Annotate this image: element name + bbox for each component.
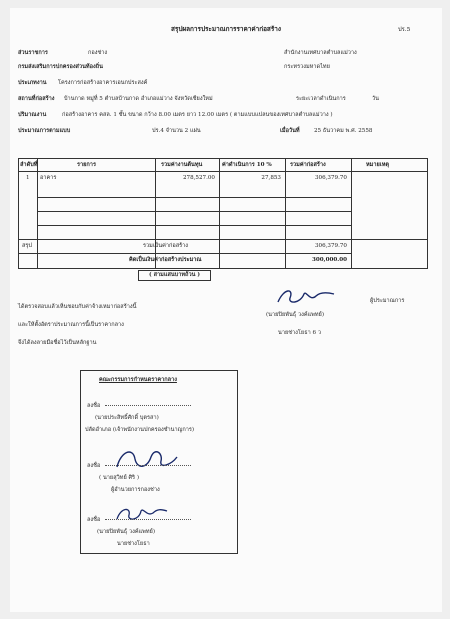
member3-name: (นายปิยพันธุ์ วงค์แพทย์) [97,529,156,535]
duration-unit: วัน [372,96,379,102]
member1-name: (นายประสิทธิ์ศักดิ์ บุตรสา) [95,415,159,421]
member1-sign-label: ลงชื่อ [87,403,101,409]
committee-box [80,370,238,554]
member1-title: ปลัดอำเภอ (เจ้าพนักงานปกครองชำนาญการ) [85,427,195,433]
header-factor: ค่าดำเนินการ 10 % [222,162,272,168]
round-value: 300,000.00 [311,257,347,263]
date-value: 25 ธันวาคม พ.ศ. 2558 [314,128,373,134]
estimate-value: ปร.4 จำนวน 2 แผ่น [152,128,201,134]
work-type-value: โครงการก่อสร้างอาคารเอนกประสงค์ [58,80,148,86]
location-label: สถานที่ก่อสร้าง [18,96,55,102]
quantity-value: ก่อสร้างอาคาร คสล. 1 ชั้น ขนาด กว้าง 8.00 เมตร ยาว 12.00 เมตร ( ตามแบบแปลนของเทศบาลตำบลแม่วาง ) [62,112,333,118]
committee-title: คณะกรรมการกำหนดราคากลาง [99,377,177,383]
estimator-title: นายช่างโยธา 6 ว [278,330,322,336]
header-total: รวมค่าก่อสร้าง [290,162,326,168]
approval-line-3: จึงได้ลงลายมือชื่อไว้เป็นหลักฐาน [18,340,97,346]
location-value: บ้านกาด หมู่ที่ 5 ตำบลบ้านกาด อำเภอแม่วาง จังหวัดเชียงใหม่ [64,96,213,102]
header-base-cost: รวมค่างานต้นทุน [161,162,203,168]
member3-signature [111,503,171,525]
agency-label: ส่วนราชการ [18,50,48,56]
cost-summary-table [18,158,428,269]
sum-value: 306,379.70 [314,243,347,249]
row-factor: 27,853 [261,175,281,181]
ministry: กระทรวงมหาดไทย [284,64,330,70]
sum-label: รวมเป็นค่าก่อสร้าง [143,243,189,249]
document-page [10,8,442,612]
member2-sign-label: ลงชื่อ [87,463,101,469]
header-no: ลำดับที่ [20,162,38,168]
row-base-cost: 278,527.00 [182,175,215,181]
agency-office: สำนักงานเทศบาลตำบลแม่วาง [284,50,357,56]
header-item: รายการ [77,162,96,168]
member2-name: ( นายสุวิทย์ ศิริ ) [99,475,140,481]
agency-value: กองช่าง [88,50,108,56]
member3-title: นายช่างโยธา [117,541,150,547]
approval-line-2: และให้ตั้งอัตราประมาณการนี้เป็นราคากลาง [18,322,124,328]
estimator-signature [270,284,340,308]
amount-in-words: ( สามแสนบาทถ้วน ) [138,270,211,281]
member3-sign-label: ลงชื่อ [87,517,101,523]
member2-signature [111,445,181,475]
work-type-label: ประเภทงาน [18,80,47,86]
estimator-role: ผู้ประมาณการ [370,298,405,304]
row-total: 306,379.70 [314,175,347,181]
department-label: กรมส่งเสริมการปกครองส่วนท้องถิ่น [18,64,103,70]
document-number: ปร.5 [398,27,411,33]
page-title: สรุปผลการประมาณการราคาค่าก่อสร้าง [171,25,281,33]
estimator-name: (นายปิยพันธุ์ วงค์แพทย์) [266,312,325,318]
row-no: 1 [26,175,30,181]
estimate-label: ประมาณการตามแบบ [18,128,71,134]
round-label: คิดเป็นเงินค่าก่อสร้างประมาณ [129,257,202,263]
approval-line-1: ได้ตรวจสอบแล้วเห็นชอบกับค่าจ้างเหมาก่อสร้างนี้ [18,304,137,310]
quantity-label: ปริมาณงาน [18,112,47,118]
member2-title: ผู้อำนวยการกองช่าง [111,487,160,493]
date-label: เมื่อวันที่ [280,128,300,134]
header-note: หมายเหตุ [366,162,390,168]
row-item: อาคาร [40,175,57,181]
summary-label: สรุป [22,243,32,249]
duration-label: ระยะเวลาดำเนินการ [296,96,346,102]
